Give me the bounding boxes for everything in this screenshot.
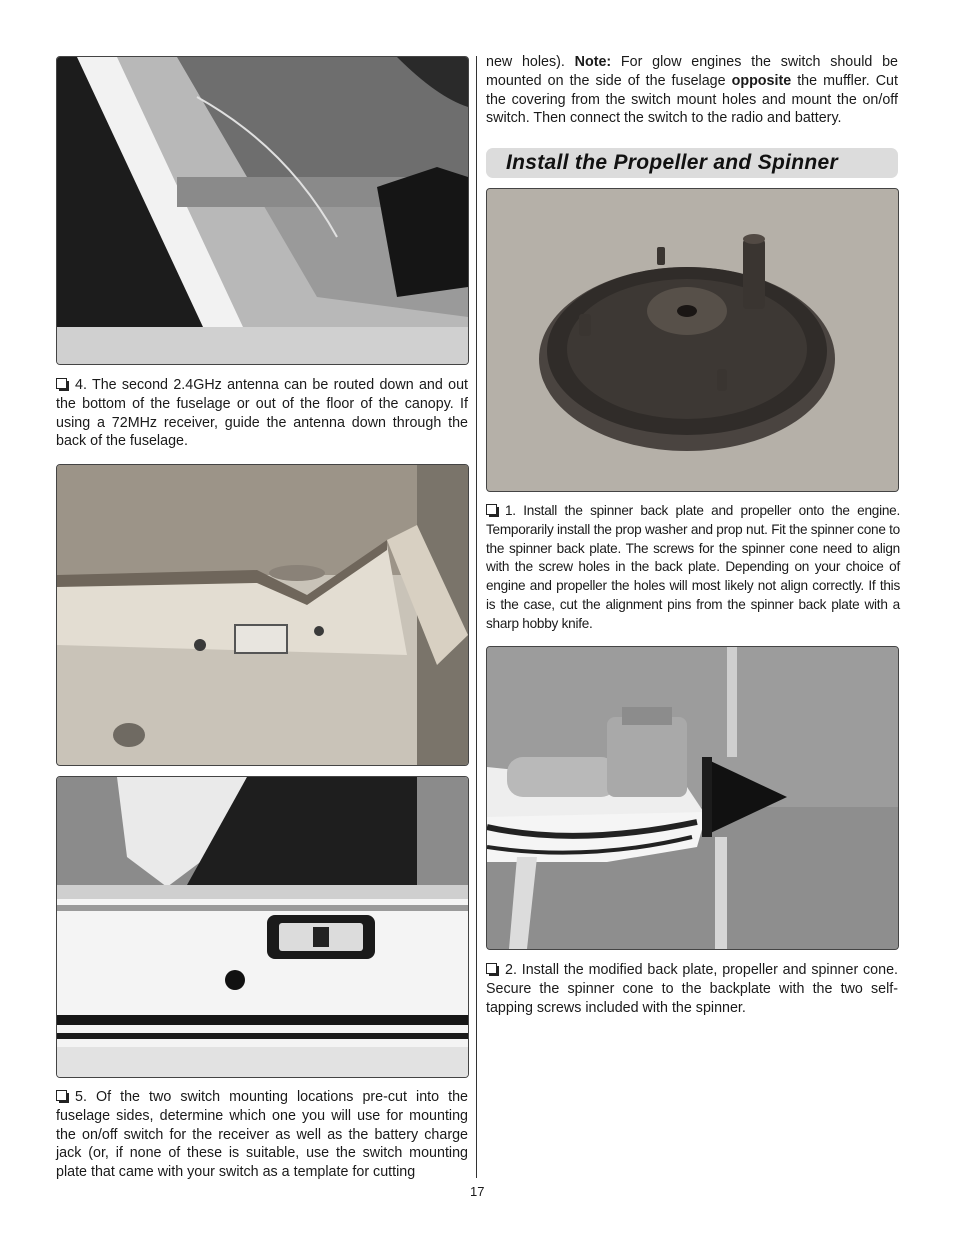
checkbox-icon[interactable] — [486, 504, 500, 517]
column-divider — [476, 56, 477, 1178]
photo-switch-mounted — [56, 776, 469, 1078]
photo-spinner-backplate — [486, 188, 899, 492]
checkbox-icon[interactable] — [56, 1090, 70, 1103]
section-heading-bar — [486, 148, 898, 178]
photo-engine-spinner — [486, 646, 899, 950]
photo-fuselage-switch-holes — [56, 464, 469, 766]
checkbox-icon[interactable] — [56, 378, 70, 391]
photo-canopy-antenna — [56, 56, 469, 365]
step5-text: 5. Of the two switch mounting locations pre-cut into the fuselage sides, determine which one you will use for mounting the on/off switch for the receiver as well as the battery charge jack (or, if none of these is suitable, use the switch mounting plate that came with your switch as a template for cutting — [56, 1089, 468, 1181]
step1-text: 1. Install the spinner back plate and propeller onto the engine. Temporarily install the prop washer and prop nut. Fit the spinner cone to the spinner back plate. The screws for the spinner cone need to align with the screw holes in the back plate. Depending on your choice of engine and propeller the holes will most likely not align correctly. If this is the case, cut the alignment pins from the spinner back plate with a sharp hobby knife. — [486, 503, 900, 631]
section-title: Install the Propeller and Spinner — [506, 151, 838, 174]
step2-text: 2. Install the modified back plate, propeller and spinner cone. Secure the spinner cone to the backplate with the two self-tapping screws included with the spinner. — [486, 962, 898, 1016]
checkbox-icon[interactable] — [486, 963, 500, 976]
step4-text: 4. The second 2.4GHz antenna can be routed down and out the bottom of the fuselage or out of the floor of the canopy. If using a 72MHz receiver, guide the antenna down through the back of the fuselage. — [56, 377, 468, 450]
page-number: 17 — [470, 1184, 485, 1199]
continuation-text: new holes). Note: For glow engines the switch should be mounted on the side of the fuselage opposite the muffler. Cut the covering from the switch mount holes and mount the on/off switch. Then connect the switch to the radio and battery. — [486, 54, 898, 127]
